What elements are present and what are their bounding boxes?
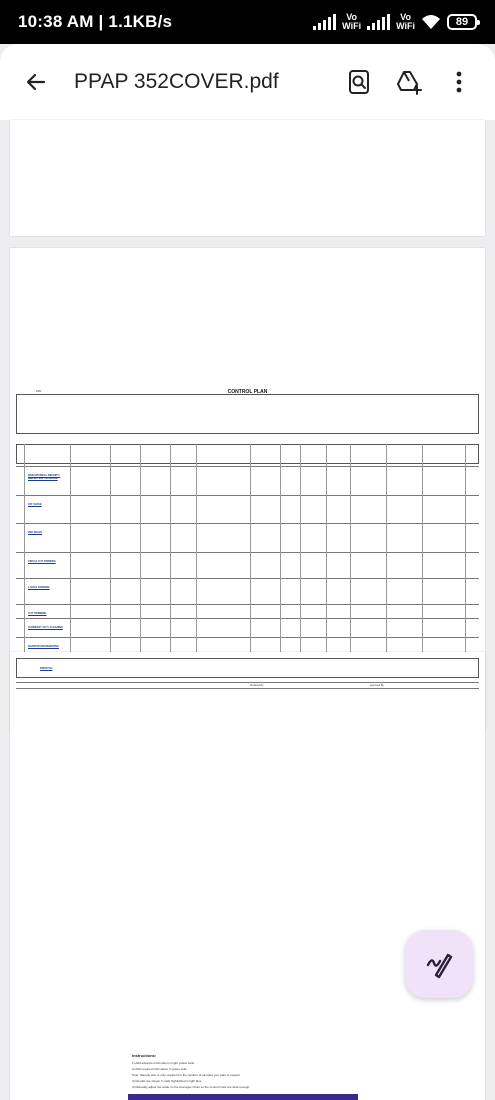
pdf-page-3 <box>10 652 485 1100</box>
table-row-line <box>16 618 479 619</box>
row-link[interactable]: CIRCLE CUT FORMING <box>28 560 56 563</box>
vowifi-label: Vo WiFi <box>342 12 362 31</box>
table-row-line <box>16 578 479 579</box>
approved-by-label: Approved By: <box>370 684 385 687</box>
row-link[interactable]: L HOLE FORMING <box>28 586 50 589</box>
header-grid <box>16 394 479 434</box>
row-link[interactable]: CUT TRIMMING <box>28 612 47 615</box>
back-arrow-icon <box>24 70 48 94</box>
cell-signal-icon-2 <box>367 14 390 30</box>
row-link[interactable]: 2ND SHAVE <box>28 531 43 534</box>
cell-signal-icon <box>313 14 336 30</box>
instruction-line: 2) Add required information in green cells <box>132 1067 187 1071</box>
table-row-line <box>16 604 479 605</box>
status-time: 10:38 AM | 1.1KB/s <box>18 12 173 31</box>
battery-level: 89 <box>455 16 469 28</box>
dispatch-row <box>16 658 479 678</box>
search-document-icon <box>347 69 371 95</box>
table-row-line <box>16 637 479 638</box>
document-title: PPAP 352COVER.pdf <box>74 70 279 93</box>
status-icons <box>313 13 477 31</box>
instruction-line: 4) Manually adjust the scale on the Averages Chart so the control limits are wide enough <box>132 1085 250 1089</box>
pen-squiggle-icon <box>424 949 454 979</box>
app-bar <box>0 44 495 120</box>
row-link-dispatch[interactable]: DISPATCH <box>40 667 53 670</box>
row-link[interactable]: RAW MATERIAL RECEIPT / INSPECTION / STORAGE <box>28 474 61 480</box>
add-to-drive-button[interactable] <box>389 62 429 102</box>
instruction-line: 3) Results are shown in cells highlighted in light blue <box>132 1079 202 1083</box>
row-link[interactable]: SHARP BURR REMOVING <box>28 645 59 648</box>
pdf-page-1 <box>10 120 485 236</box>
drive-add-icon <box>395 69 423 95</box>
table-row-line <box>16 495 479 496</box>
table-row-line <box>16 523 479 524</box>
back-button[interactable] <box>16 62 56 102</box>
column-header <box>16 444 479 464</box>
table-row-line <box>16 466 479 467</box>
status-bar <box>0 0 495 44</box>
vowifi-label-2: Vo WiFi <box>396 12 415 31</box>
row-link[interactable]: 1ST SHAVE <box>28 503 42 506</box>
prepared-by-label: Prepared By: <box>250 684 264 687</box>
more-vert-icon <box>456 71 462 93</box>
instruction-line: 1) Add advance information in light yellow cells <box>132 1061 195 1065</box>
control-plan-title: CONTROL PLAN <box>227 389 268 395</box>
more-options-button[interactable] <box>439 62 479 102</box>
instruction-line: Note: Sample size is only required for the number of samples you want to inspect <box>132 1073 240 1077</box>
instructions-heading: Instructions: <box>132 1053 157 1058</box>
row-link[interactable]: CHAMFER / CUT / CLEANING <box>28 626 63 629</box>
wifi-icon <box>421 14 441 30</box>
footer-line-2 <box>16 688 479 689</box>
battery-icon <box>447 14 477 30</box>
footer-line <box>16 682 479 683</box>
purple-banner <box>128 1094 358 1100</box>
search-in-document-button[interactable] <box>339 62 379 102</box>
table-row-line <box>16 552 479 553</box>
part-number: 4661 <box>36 390 42 393</box>
pdf-page-4 <box>58 1048 438 1100</box>
annotate-button[interactable] <box>405 930 473 998</box>
